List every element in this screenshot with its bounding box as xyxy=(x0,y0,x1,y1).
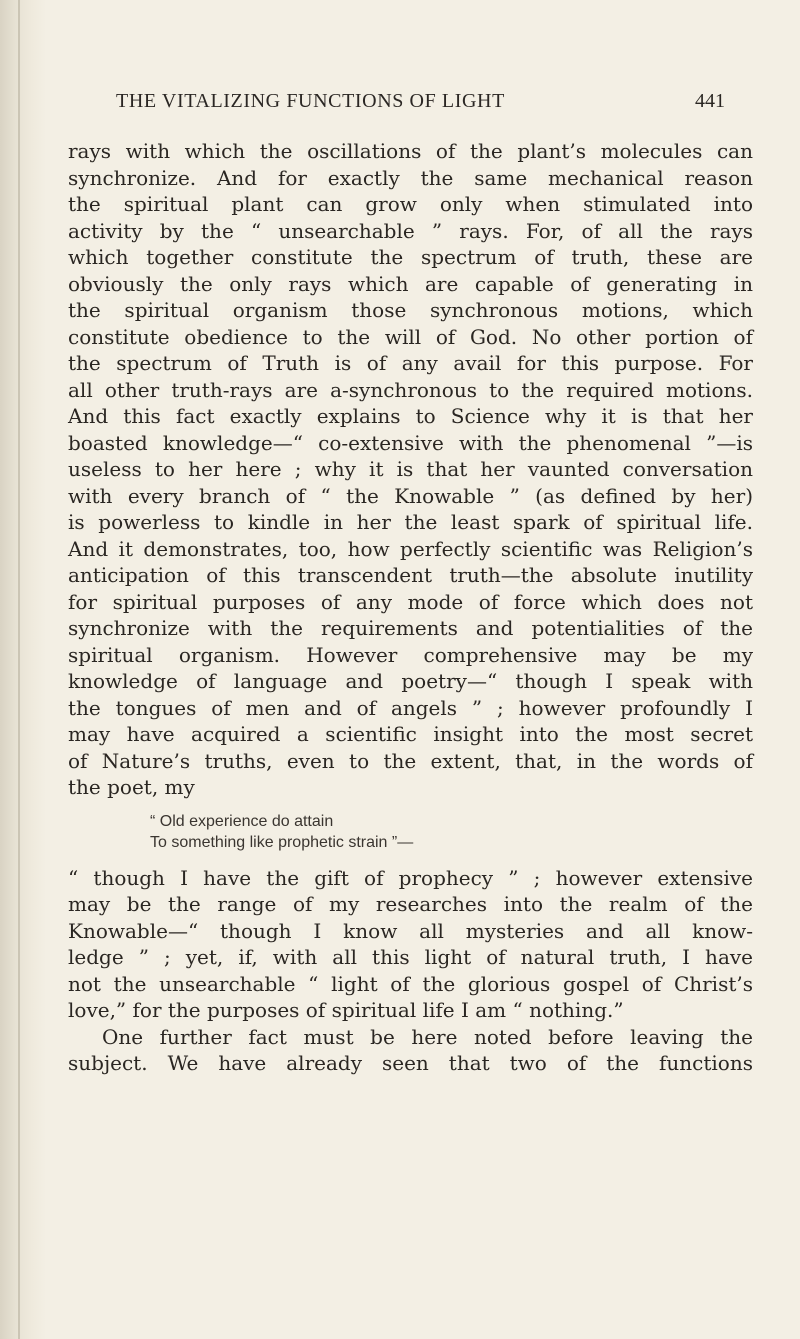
text-line: the spiritual organism those synchronous motions, which xyxy=(68,298,753,322)
running-head-title: THE VITALIZING FUNCTIONS OF LIGHT xyxy=(116,90,505,112)
text-line: may be the range of my researches into the realm of the xyxy=(68,892,753,916)
text-line: anticipation of this transcendent truth—the absolute inutility xyxy=(68,563,753,587)
text-line: all other truth-rays are a-synchronous to the required motions. xyxy=(68,377,753,402)
text-line: subject. We have already seen that two of the functions xyxy=(68,1051,753,1075)
text-line: spiritual organism. However comprehensive may be my xyxy=(68,642,753,667)
text-line: may have acquired a scientific insight into the most secret xyxy=(68,722,753,746)
body-text xyxy=(68,138,753,1077)
paragraph-1 xyxy=(68,138,753,801)
text-line: of Nature’s truths, even to the extent, that, in the words of xyxy=(68,748,753,773)
text-line: obviously the only rays which are capable of generating in xyxy=(68,271,753,296)
text-line: And it demonstrates, too, how perfectly scientific was Religion’s xyxy=(68,536,753,561)
verse-quotation xyxy=(68,811,753,853)
paragraph-2 xyxy=(68,865,753,1024)
text-line: the poet, my xyxy=(68,775,195,799)
verse-line: To something like prophetic strain ”— xyxy=(150,833,414,851)
text-line: Knowable—“ though I know all mysteries and all know- xyxy=(68,918,753,943)
text-line: “ though I have the gift of prophecy ” ; however extensive xyxy=(68,865,753,890)
text-line: activity by the “ unsearchable ” rays. For, of all the rays xyxy=(68,218,753,243)
text-line: synchronize. And for exactly the same mechanical reason xyxy=(68,165,753,190)
text-line: ledge ” ; yet, if, with all this light of natural truth, I have xyxy=(68,945,753,969)
verse-line: “ Old experience do attain xyxy=(150,812,334,830)
text-line: useless to her here ; why it is that her vaunted conversation xyxy=(68,457,753,481)
text-line: is powerless to kindle in her the least spark of spiritual life. xyxy=(68,510,753,534)
text-line: And this fact exactly explains to Science why it is that her xyxy=(68,404,753,428)
text-line: One further fact must be here noted before leaving the xyxy=(102,1024,753,1049)
page-binding-shadow xyxy=(0,0,46,1339)
text-line: which together constitute the spectrum of truth, these are xyxy=(68,245,753,269)
text-line: with every branch of “ the Knowable ” (as defined by her) xyxy=(68,483,753,508)
text-line: the tongues of men and of angels ” ; however profoundly I xyxy=(68,695,753,720)
running-head xyxy=(68,90,753,114)
text-line: knowledge of language and poetry—“ though I speak with xyxy=(68,669,753,693)
text-line: not the unsearchable “ light of the glorious gospel of Christ’s xyxy=(68,971,753,996)
text-line: the spiritual plant can grow only when stimulated into xyxy=(68,192,753,216)
text-line: for spiritual purposes of any mode of force which does not xyxy=(68,589,753,614)
page-binding-edge xyxy=(18,0,20,1339)
text-line: love,” for the purposes of spiritual life I am “ nothing.” xyxy=(68,998,624,1022)
text-line: synchronize with the requirements and potentialities of the xyxy=(68,616,753,640)
paragraph-3 xyxy=(68,1024,753,1077)
page-number: 441 xyxy=(695,90,725,112)
text-line: rays with which the oscillations of the plant’s molecules can xyxy=(68,139,753,163)
text-line: constitute obedience to the will of God. No other portion of xyxy=(68,324,753,349)
text-line: the spectrum of Truth is of any avail for this purpose. For xyxy=(68,351,753,375)
text-line: boasted knowledge—“ co-extensive with the phenomenal ”—is xyxy=(68,430,753,455)
